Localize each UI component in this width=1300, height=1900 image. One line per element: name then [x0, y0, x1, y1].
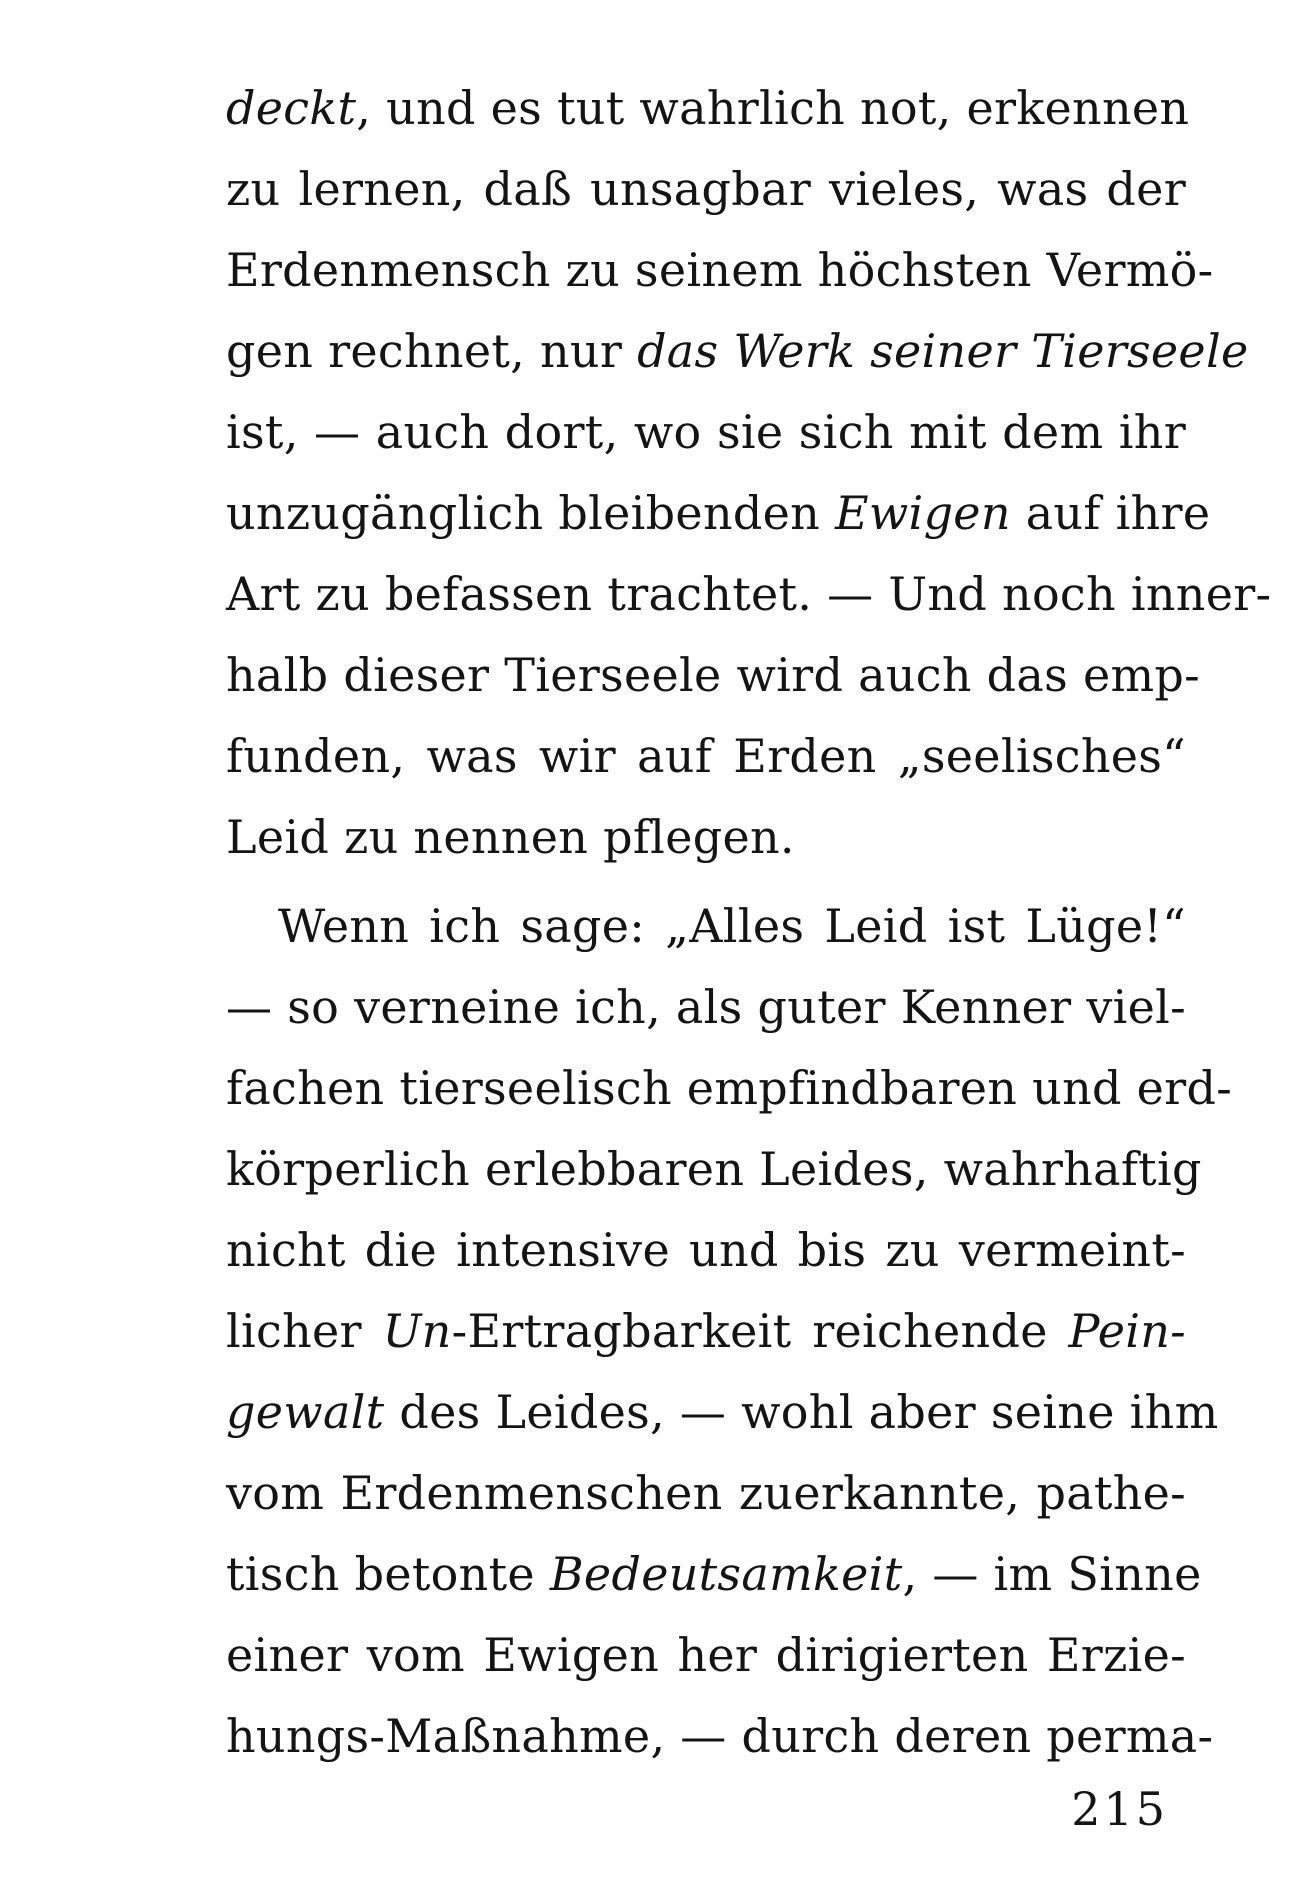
text-line	[226, 1372, 1219, 1453]
text-line	[226, 473, 1211, 554]
text-line	[226, 1048, 1233, 1129]
text-line	[226, 311, 1249, 392]
text-run: zu lernen, daß unsagbar vieles, was der	[226, 162, 1186, 216]
text-run: halb dieser Tierseele wird auch das emp-	[226, 648, 1201, 702]
text-line	[226, 392, 1186, 473]
text-run: Erdenmensch zu seinem höchsten Vermö-	[226, 243, 1214, 297]
text-run: nicht die intensive und bis zu vermeint-	[226, 1223, 1186, 1277]
italic-text: Pein-	[1068, 1304, 1187, 1358]
italic-text: das Werk seiner Tierseele	[637, 324, 1249, 378]
text-line	[226, 1615, 1186, 1696]
text-run: Wenn ich sage: „Alles Leid ist Lüge!“	[278, 899, 1186, 953]
text-run: des Leides, — wohl aber seine ihm	[384, 1385, 1219, 1439]
text-line	[226, 554, 1272, 635]
text-line	[226, 716, 1186, 797]
text-line	[226, 1210, 1186, 1291]
page-number: 215	[1071, 1782, 1168, 1836]
body-text	[226, 68, 1272, 1777]
text-line	[226, 1534, 1202, 1615]
text-run: einer vom Ewigen her dirigierten Erzie-	[226, 1628, 1186, 1682]
text-run: vom Erdenmenschen zuerkannte, pathe-	[226, 1466, 1186, 1520]
text-run: , und es tut wahrlich not, erkennen	[356, 81, 1190, 135]
text-line	[226, 230, 1214, 311]
italic-text: Un	[382, 1304, 452, 1358]
text-run: licher	[226, 1304, 383, 1358]
text-line	[226, 149, 1186, 230]
text-run: auf ihre	[1010, 486, 1211, 540]
italic-text: Bedeutsamkeit	[549, 1547, 903, 1601]
text-line	[226, 1291, 1186, 1372]
text-line	[226, 967, 1186, 1048]
paragraph-gap	[226, 878, 1186, 886]
text-run: fachen tierseelisch empfindbaren und erd-	[226, 1061, 1233, 1115]
paragraph	[226, 68, 1272, 878]
text-line	[226, 68, 1190, 149]
text-run: gen rechnet, nur	[226, 324, 638, 378]
text-run: -Ertragbarkeit reichende	[451, 1304, 1069, 1358]
text-run: hungs-Maßnahme, — durch deren perma-	[226, 1709, 1214, 1763]
italic-text: gewalt	[226, 1385, 385, 1439]
paragraph	[226, 886, 1233, 1777]
italic-text: Ewigen	[835, 486, 1011, 540]
text-line	[226, 797, 1186, 878]
text-run: Leid zu nennen pflegen.	[226, 810, 795, 864]
text-run: unzugänglich bleibenden	[226, 486, 835, 540]
text-line	[226, 1129, 1202, 1210]
text-run: — so verneine ich, als guter Kenner viel-	[226, 980, 1186, 1034]
text-line	[226, 635, 1201, 716]
italic-text: deckt	[226, 81, 357, 135]
text-line	[226, 1696, 1214, 1777]
text-run: tisch betonte	[226, 1547, 550, 1601]
text-line	[226, 1453, 1186, 1534]
text-run: , — im Sinne	[902, 1547, 1202, 1601]
text-run: körperlich erlebbaren Leides, wahrhaftig	[226, 1142, 1202, 1196]
text-run: ist, — auch dort, wo sie sich mit dem ihr	[226, 405, 1186, 459]
text-line	[226, 886, 1186, 967]
text-run: funden, was wir auf Erden „seelisches“	[226, 729, 1186, 783]
text-run: Art zu befassen trachtet. — Und noch inner-	[226, 567, 1272, 621]
